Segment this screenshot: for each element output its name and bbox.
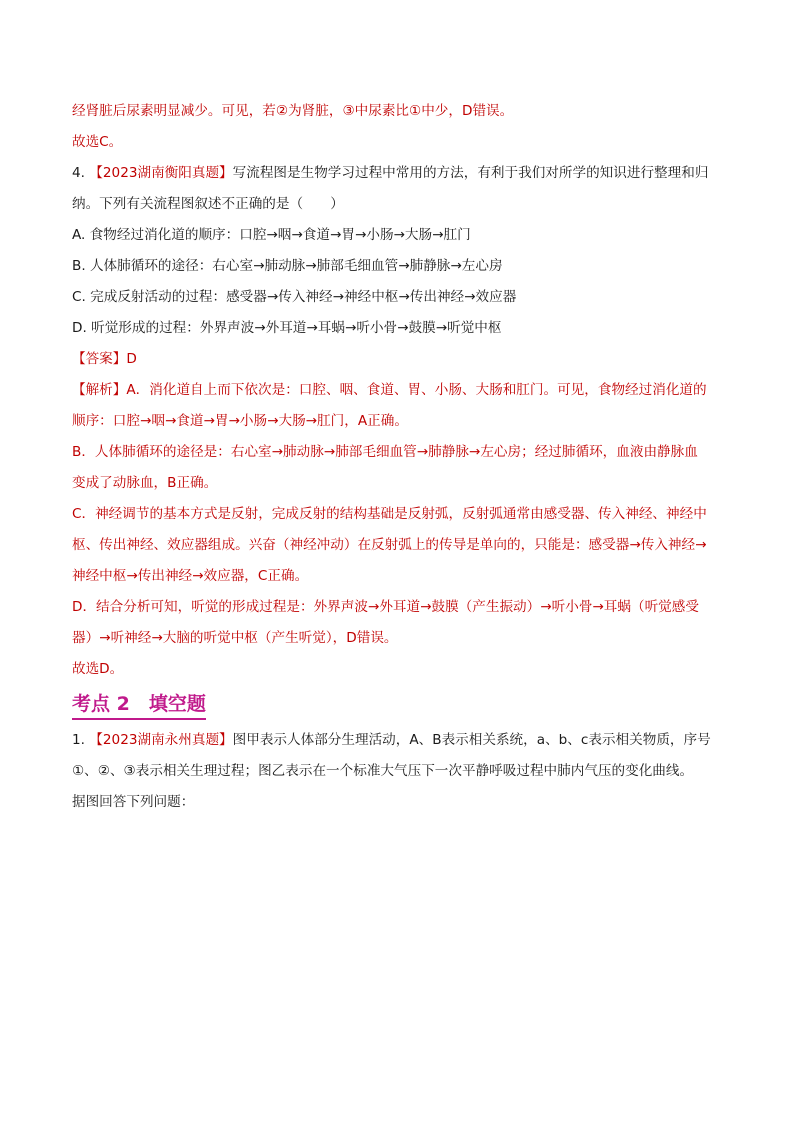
analysis-line: 神经中枢→传出神经→效应器，C正确。	[72, 568, 309, 584]
option-a: A. 食物经过消化道的顺序：口腔→咽→食道→胃→小肠→大肠→肛门	[72, 227, 471, 243]
section-title: 考点 2 填空题	[72, 691, 206, 720]
text-line: 故选C。	[72, 134, 123, 150]
question-4-stem-line-1	[72, 158, 732, 189]
section-heading-row	[72, 691, 732, 721]
option-c: C. 完成反射活动的过程：感受器→传入神经→神经中枢→传出神经→效应器	[72, 289, 517, 305]
question-stem: 写流程图是生物学习过程中常用的方法，有利于我们对所学的知识进行整理和归	[232, 165, 709, 181]
analysis-line: 器）→听神经→大脑的听觉中枢（产生听觉），D错误。	[72, 630, 398, 646]
option-b: B. 人体肺循环的途径：右心室→肺动脉→肺部毛细血管→肺静脉→左心房	[72, 258, 503, 274]
question-source: 【2023湖南永州真题】	[89, 732, 233, 748]
answer-tag: 【答案】	[72, 351, 127, 367]
question-number: 4.	[72, 165, 90, 181]
analysis-line: D．结合分析可知，听觉的形成过程是：外界声波→外耳道→鼓膜（产生振动）→听小骨→耳蜗（听觉感受	[72, 599, 699, 615]
page-content	[72, 96, 732, 818]
analysis-line: C．神经调节的基本方式是反射，完成反射的结构基础是反射弧，反射弧通常由感受器、传入神经、神经中	[72, 506, 707, 522]
analysis-line: 顺序：口腔→咽→食道→胃→小肠→大肠→肛门，A正确。	[72, 413, 408, 429]
analysis-line	[72, 375, 732, 406]
analysis-line: 枢、传出神经、效应器组成。兴奋（神经冲动）在反射弧上的传导是单向的，只能是：感受器→传入神经→	[72, 537, 707, 553]
question-1-stem-line-2: ①、②、③表示相关生理过程；图乙表示在一个标准大气压下一次平静呼吸过程中肺内气压的变化曲线。	[72, 763, 694, 779]
text-line: 经肾脏后尿素明显减少。可见，若②为肾脏，③中尿素比①中少，D错误。	[72, 103, 514, 119]
figure-placeholder	[72, 832, 722, 1092]
answer-line	[72, 344, 732, 375]
question-4-stem-line-2: 纳。下列有关流程图叙述不正确的是（ ）	[72, 196, 344, 212]
text-line: 故选D。	[72, 661, 124, 677]
analysis-text: A．消化道自上而下依次是：口腔、咽、食道、胃、小肠、大肠和肛门。可见，食物经过消化道的	[126, 382, 707, 398]
answer-value: D	[126, 351, 137, 367]
question-stem: 图甲表示人体部分生理活动，A、B表示相关系统，a、b、c表示相关物质，序号	[232, 732, 711, 748]
analysis-line: B．人体肺循环的途径是：右心室→肺动脉→肺部毛细血管→肺静脉→左心房；经过肺循环，血液由静脉血	[72, 444, 698, 460]
option-d: D. 听觉形成的过程：外界声波→外耳道→耳蜗→听小骨→鼓膜→听觉中枢	[72, 320, 502, 336]
question-source: 【2023湖南衡阳真题】	[89, 165, 233, 181]
question-number: 1.	[72, 732, 90, 748]
analysis-tag: 【解析】	[72, 382, 127, 398]
analysis-line: 变成了动脉血，B正确。	[72, 475, 218, 491]
question-1-stem-line-3: 据图回答下列问题：	[72, 794, 195, 810]
question-1-stem-line-1	[72, 725, 732, 756]
